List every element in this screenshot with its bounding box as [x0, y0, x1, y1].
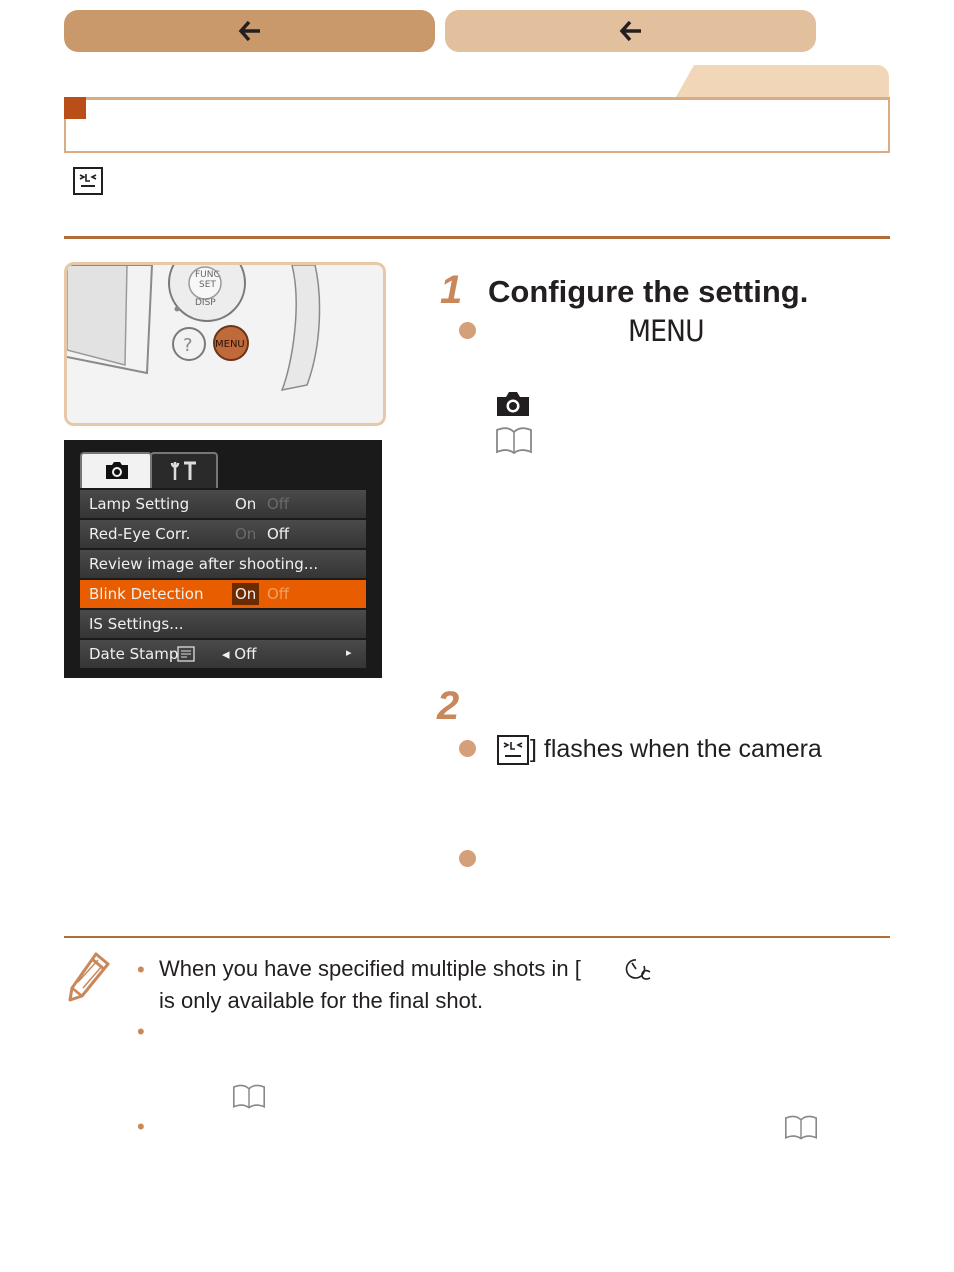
camera-tab-icon [495, 390, 531, 418]
menu-row-lamp-setting[interactable] [80, 490, 366, 520]
step-2-bullet-2 [459, 850, 476, 867]
step-2-number: 2 [437, 684, 460, 728]
menu-row-blink-detection[interactable] [80, 580, 366, 610]
section-title-bar [64, 97, 890, 153]
menu-row-value-off: Off [267, 525, 290, 543]
step-1-number: 1 [440, 268, 463, 312]
nav-back-button-left[interactable] [64, 10, 435, 52]
blink-detection-icon [73, 167, 103, 195]
step-2-bullet-1 [459, 740, 476, 757]
note-1-bullet: • [137, 957, 145, 982]
section-divider [64, 236, 890, 239]
menu-row-value-on: On [235, 495, 257, 513]
camera-back-photo [64, 262, 386, 426]
menu-row-label: Review image after shooting... [89, 555, 319, 573]
menu-row-label: Lamp Setting [89, 495, 190, 513]
menu-row-value-off: Off [267, 585, 290, 603]
menu-row-red-eye[interactable] [80, 520, 366, 550]
step-1-bullet-1 [459, 322, 476, 339]
page-reference-icon [232, 1082, 266, 1110]
menu-row-value-on: On [232, 583, 259, 605]
section-tab [676, 65, 889, 97]
camera-icon [104, 460, 130, 481]
disp-label: DISP [195, 298, 216, 308]
pencil-icon [66, 950, 112, 1004]
menu-screen [64, 440, 382, 678]
notes-divider [64, 936, 890, 938]
camera-illustration [67, 265, 383, 423]
menu-row-date-stamp[interactable] [80, 640, 366, 670]
menu-row-label: Date Stamp [89, 645, 179, 663]
menu-row-review-image[interactable] [80, 550, 366, 580]
menu-row-label: Red-Eye Corr. [89, 525, 191, 543]
blink-detection-icon [497, 735, 529, 765]
note-2-bullet: • [137, 1019, 145, 1044]
chevron-right-icon: ▸ [346, 646, 352, 659]
menu-row-label: Blink Detection [89, 585, 204, 603]
menu-tabs [80, 452, 366, 486]
note-1-line-2: is only available for the final shot. [159, 988, 484, 1013]
note-1-line-1: When you have specified multiple shots in [ [159, 956, 581, 981]
page-reference-icon [495, 425, 533, 455]
func-label: FUNC [195, 270, 220, 280]
step-1-title: Configure the setting. [488, 274, 809, 309]
tab-setup[interactable] [150, 452, 218, 488]
date-stamp-icon [177, 646, 195, 662]
self-timer-icon [624, 956, 652, 982]
set-label: SET [199, 280, 216, 290]
menu-row-label: IS Settings... [89, 615, 184, 633]
nav-back-button-right[interactable] [445, 10, 816, 52]
menu-button-label: MENU [215, 339, 245, 350]
arrow-left-icon [238, 20, 262, 42]
arrow-left-icon [619, 20, 643, 42]
section-marker [64, 97, 86, 119]
menu-row-value-on: On [235, 525, 257, 543]
step-2-bullet-1-text: ] flashes when the camera [530, 735, 822, 763]
page-reference-icon [784, 1113, 818, 1141]
menu-button-glyph: MENU [628, 314, 704, 348]
help-label: ? [183, 335, 193, 356]
menu-row-value-off: Off [267, 495, 290, 513]
note-3-bullet: • [137, 1114, 145, 1139]
menu-row-value: ◂ Off [222, 645, 257, 663]
wrench-icon [170, 460, 198, 482]
menu-row-is-settings[interactable] [80, 610, 366, 640]
tab-shooting[interactable] [80, 452, 152, 488]
